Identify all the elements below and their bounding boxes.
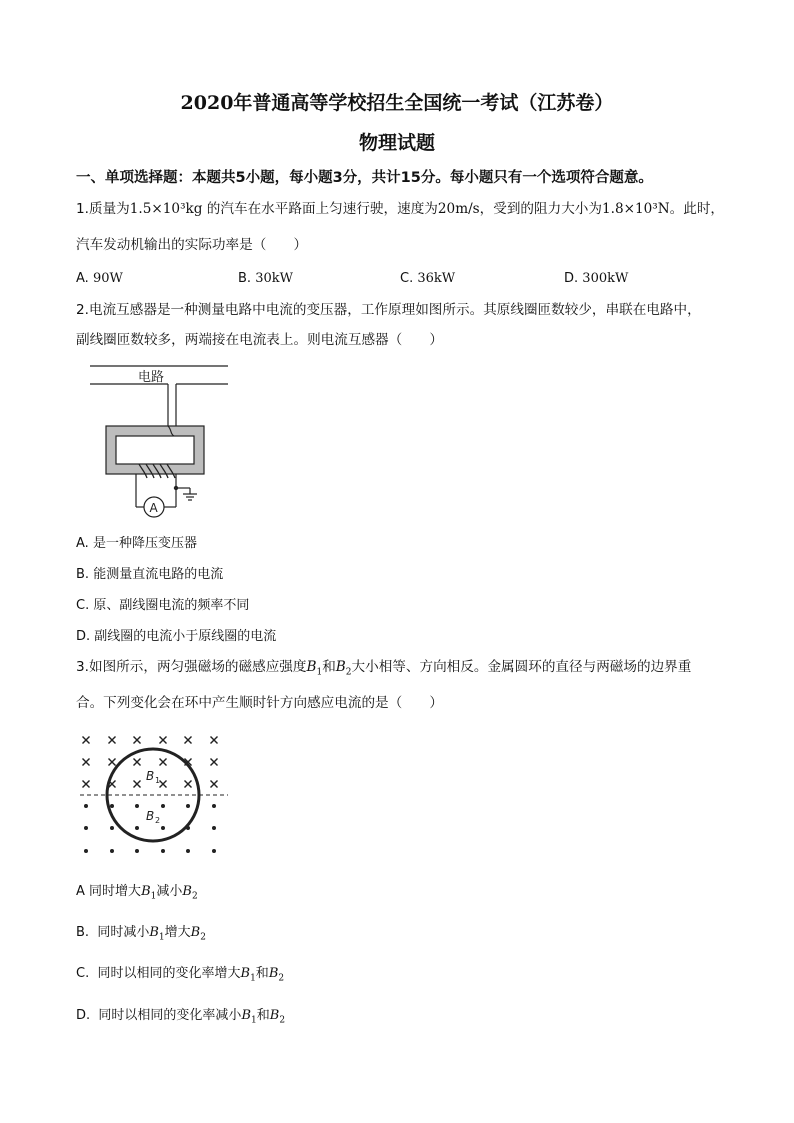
dot-mark [161,849,165,853]
q1-option-b: B. 30kW [238,271,293,286]
ammeter-label: A [149,501,158,515]
q3-option-a: A 同时增大$B_1$减小$B_2$ [76,884,198,902]
b2-label: B [146,809,155,823]
dot-mark [212,849,216,853]
dot-mark [135,826,139,830]
q1-option-c: C. 36kW [400,271,456,286]
dot-mark [186,849,190,853]
dot-mark [84,804,88,808]
dot-mark [135,849,139,853]
dot-mark [186,804,190,808]
current-transformer-figure [86,360,236,525]
magnetic-field-figure [76,728,236,864]
dot-mark [161,804,165,808]
question-2-line-2: 副线圈匝数较多，两端接在电流表上。则电流互感器（ ） [76,332,444,348]
question-3-line-2: 合。下列变化会在环中产生顺时针方向感应电流的是（ ） [76,695,444,711]
b1-label: B [146,769,155,783]
circuit-label: 电路 [138,370,165,385]
q2-option-b: B. 能测量直流电路的电流 [76,567,224,582]
dot-mark [110,804,114,808]
dot-mark [212,804,216,808]
dot-mark [84,849,88,853]
dot-mark [110,826,114,830]
dot-mark [110,849,114,853]
q2-option-a: A. 是一种降压变压器 [76,536,197,551]
exam-title: 2020年普通高等学校招生全国统一考试（江苏卷） [180,92,614,114]
question-1-line-2: 汽车发动机输出的实际功率是（ ） [76,237,308,253]
q1-option-a: A. 90W [76,271,123,286]
q3-option-d: D. 同时以相同的变化率减小$B_1$和$B_2$ [76,1008,286,1026]
dot-mark [212,826,216,830]
exam-subtitle: 物理试题 [358,132,435,154]
section-heading: 一、单项选择题：本题共5小题，每小题3分，共计15分。每小题只有一个选项符合题意。 [76,170,653,186]
svg-text:2: 2 [155,816,161,825]
dot-mark [84,826,88,830]
q2-option-d: D. 副线圈的电流小于原线圈的电流 [76,629,277,644]
question-3-line-1: 3.如图所示，两匀强磁场的磁感应强度$B_1$和$B_2$大小相等、方向相反。金属圆环的直径与两磁场的边界重 [76,659,692,678]
q1-option-d: D. 300kW [564,271,629,286]
question-2-line-1: 2.电流互感器是一种测量电路中电流的变压器，工作原理如图所示。其原线圈匝数较少，串联在电路中， [76,302,701,318]
q3-option-c: C. 同时以相同的变化率增大$B_1$和$B_2$ [76,966,285,984]
dot-mark [135,804,139,808]
q2-option-c: C. 原、副线圈电流的频率不同 [76,598,250,613]
svg-text:1: 1 [155,776,161,785]
dot-mark [161,826,165,830]
q3-option-b: B. 同时减小$B_1$增大$B_2$ [76,925,206,943]
question-1-line-1: 1.质量为1.5×10³kg 的汽车在水平路面上匀速行驶，速度为20m/s，受到的阻力大小为1.8×10³N。此时， [76,201,725,217]
